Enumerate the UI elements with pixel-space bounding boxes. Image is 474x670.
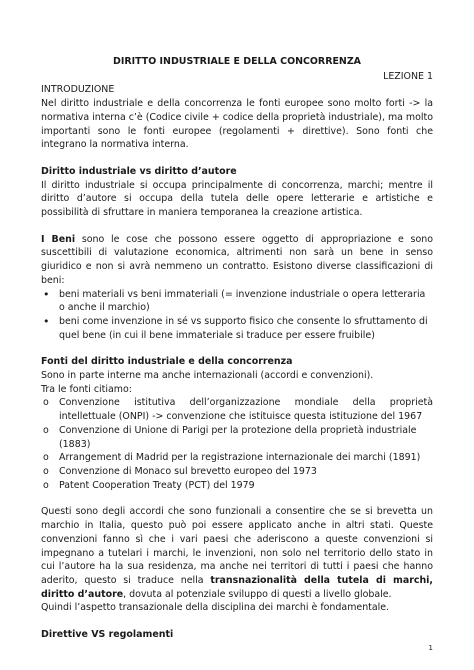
accordi-conclusion: Quindi l’aspetto transazionale della disciplina dei marchi è fondamentale.: [41, 602, 390, 614]
circle-bullet-icon: o: [43, 397, 49, 409]
intro-heading: INTRODUZIONE: [41, 84, 115, 96]
bullet-icon: •: [43, 314, 50, 328]
sources-list: [41, 396, 433, 492]
bullet-icon: •: [43, 287, 50, 301]
list-item: o Patent Cooperation Treaty (PCT) del 1979: [43, 479, 255, 491]
list-item: o Arrangement di Madrid per la registrazione internazionale dei marchi (1891): [43, 452, 421, 464]
document-title: DIRITTO INDUSTRIALE E DELLA CONCORRENZA: [113, 56, 361, 67]
section1-paragraph: Il diritto industriale si occupa principalmente di concorrenza, marchi; mentre il diritto d’autore si occupa della tutela delle opere letterarie e artistiche e possibilità di sfruttare in maniera temporanea la creazione artistica.: [41, 179, 433, 219]
beni-text: sono le cose che possono essere oggetto di appropriazione e sono suscettibili di valutazione economica, altrimenti non sarà un bene in senso giuridico e non si avrà nemmeno un contratto. Esistono diverse classificazioni di beni:: [41, 233, 433, 286]
circle-bullet-icon: o: [43, 424, 49, 436]
accordi-paragraph: Questi sono degli accordi che sono funzionali a consentire che se si brevetta un marchio in Italia, questo può poi essere applicato anche in altri stati. Queste convenzioni fanno sì che i vari paesi che aderiscono a queste convenzioni si impegnano a tutelari i marchi, le invenzioni, non solo nel territorio dello stato in cui l’autore ha la sua residenza, ma anche nei territori di tutti i paesi che hanno aderito, questo si traduce nella transnazionalità della tutela di marchi, diritto d’autore, dovuta al potenziale sviluppo di questi a livello globale.: [41, 506, 434, 600]
section-heading-direttive-vs-regolamenti: Direttive VS regolamenti: [41, 629, 174, 641]
list-item: • beni materiali vs beni immateriali (= invenzione industriale o opera letteraria o anche il marchio): [43, 287, 426, 314]
fonti-line-2: Tra le fonti citiamo:: [41, 383, 132, 395]
page-number: 1: [428, 644, 433, 653]
intro-paragraph: Nel diritto industriale e della concorrenza le fonti europee sono molto forti -> la normativa interna c’è (Codice civile + codice della proprietà industriale), ma molto importanti sono le fonti europee (regolamenti + direttive). Sono fonti che integrano la normativa interna.: [41, 98, 433, 151]
list-item: o Convenzione di Unione di Parigi per la protezione della proprietà industriale (1883): [43, 424, 417, 450]
section-heading-fonti: Fonti del diritto industriale e della concorrenza: [41, 356, 293, 368]
beni-label: I Beni: [41, 233, 76, 245]
circle-bullet-icon: o: [43, 452, 49, 464]
lesson-label: LEZIONE 1: [383, 70, 433, 82]
circle-bullet-icon: o: [43, 479, 49, 491]
transnazionalita-bold: transnazionalità della tutela di marchi, diritto d’autore: [41, 574, 434, 600]
circle-bullet-icon: o: [43, 465, 49, 477]
list-item: o Convenzione di Monaco sul brevetto europeo del 1973: [43, 465, 317, 477]
fonti-line-1: Sono in parte interne ma anche internazionali (accordi e convenzioni).: [41, 370, 374, 382]
section-heading-diritto-industriale-vs-autore: Diritto industriale vs diritto d’autore: [41, 165, 237, 177]
list-item: • beni come invenzione in sé vs supporto fisico che consente lo sfruttamento di quel bene (in cui il bene immateriale si traduce per essere fruibile): [43, 314, 428, 341]
list-item: o Convenzione istitutiva dell’organizzazione mondiale della proprietà intellettuale (ONPI) -> convenzione che istituisce questa istituzione del 1967: [43, 397, 433, 423]
beni-list: [41, 288, 433, 343]
beni-paragraph: [41, 233, 433, 288]
